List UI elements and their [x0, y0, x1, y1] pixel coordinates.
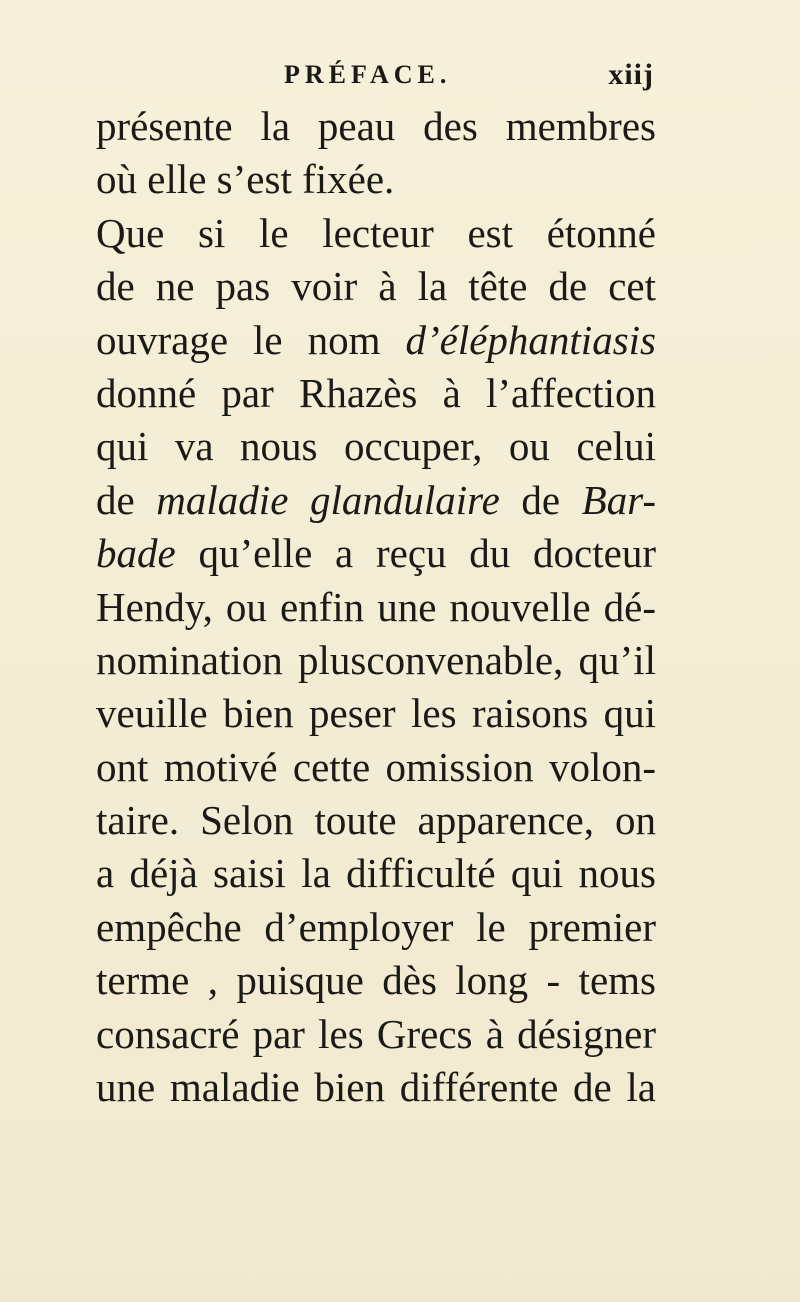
text-run: Que si le lecteur est étonné	[96, 209, 656, 256]
text-run: ont motivé cette omission volon-	[96, 743, 656, 790]
text-line	[96, 314, 656, 367]
text-run: de ne pas voir à la tête de cet	[96, 263, 656, 310]
italic-text: maladie glandulaire	[156, 476, 500, 523]
text-run: nomination plusconvenable, qu’il	[96, 636, 656, 683]
text-line	[96, 901, 656, 954]
text-run: a déjà saisi la difficulté qui nous	[96, 850, 656, 897]
text-run: veuille bien peser les raisons qui	[96, 690, 656, 737]
text-line	[96, 954, 656, 1007]
text-line	[96, 153, 656, 206]
running-head	[284, 58, 654, 104]
text-run: empêche d’employer le premier	[96, 903, 656, 950]
text-run: consacré par les Grecs à désigner	[96, 1010, 656, 1057]
page-number: xiij	[608, 58, 654, 91]
text-run: taire. Selon toute apparence, on	[96, 797, 656, 844]
text-run: donné par Rhazès à l’affection	[96, 369, 656, 416]
text-run: ouvrage le nom	[96, 316, 406, 363]
text-line	[96, 741, 656, 794]
text-run: une maladie bien différente de la	[96, 1064, 656, 1111]
text-line	[96, 260, 656, 313]
text-run: Hendy, ou enfin une nouvelle dé-	[96, 583, 656, 630]
text-line	[96, 634, 656, 687]
body-text	[96, 100, 656, 1114]
text-line	[96, 474, 656, 527]
text-line	[96, 847, 656, 900]
text-line	[96, 527, 656, 580]
text-line	[96, 367, 656, 420]
text-line	[96, 1008, 656, 1061]
text-run: de	[96, 476, 157, 523]
text-run: présente la peau des membres	[96, 103, 656, 149]
text-line	[96, 420, 656, 473]
text-line	[96, 794, 656, 847]
text-run: qui va nous occuper, ou celui	[96, 423, 656, 470]
text-line	[96, 1061, 656, 1114]
text-line	[96, 207, 656, 260]
text-run: terme , puisque dès long - tems	[96, 957, 656, 1004]
italic-text: d’éléphantiasis	[405, 316, 656, 363]
text-line	[96, 687, 656, 740]
text-line	[96, 100, 656, 153]
text-run: qu’elle a reçu du docteur	[175, 530, 656, 577]
text-run: où elle s’est fixée.	[96, 156, 395, 203]
text-run: de	[499, 476, 582, 523]
running-head-title: PRÉFACE.	[284, 60, 452, 89]
italic-text: bade	[96, 530, 176, 577]
italic-text: Bar-	[581, 476, 656, 523]
text-line	[96, 581, 656, 634]
